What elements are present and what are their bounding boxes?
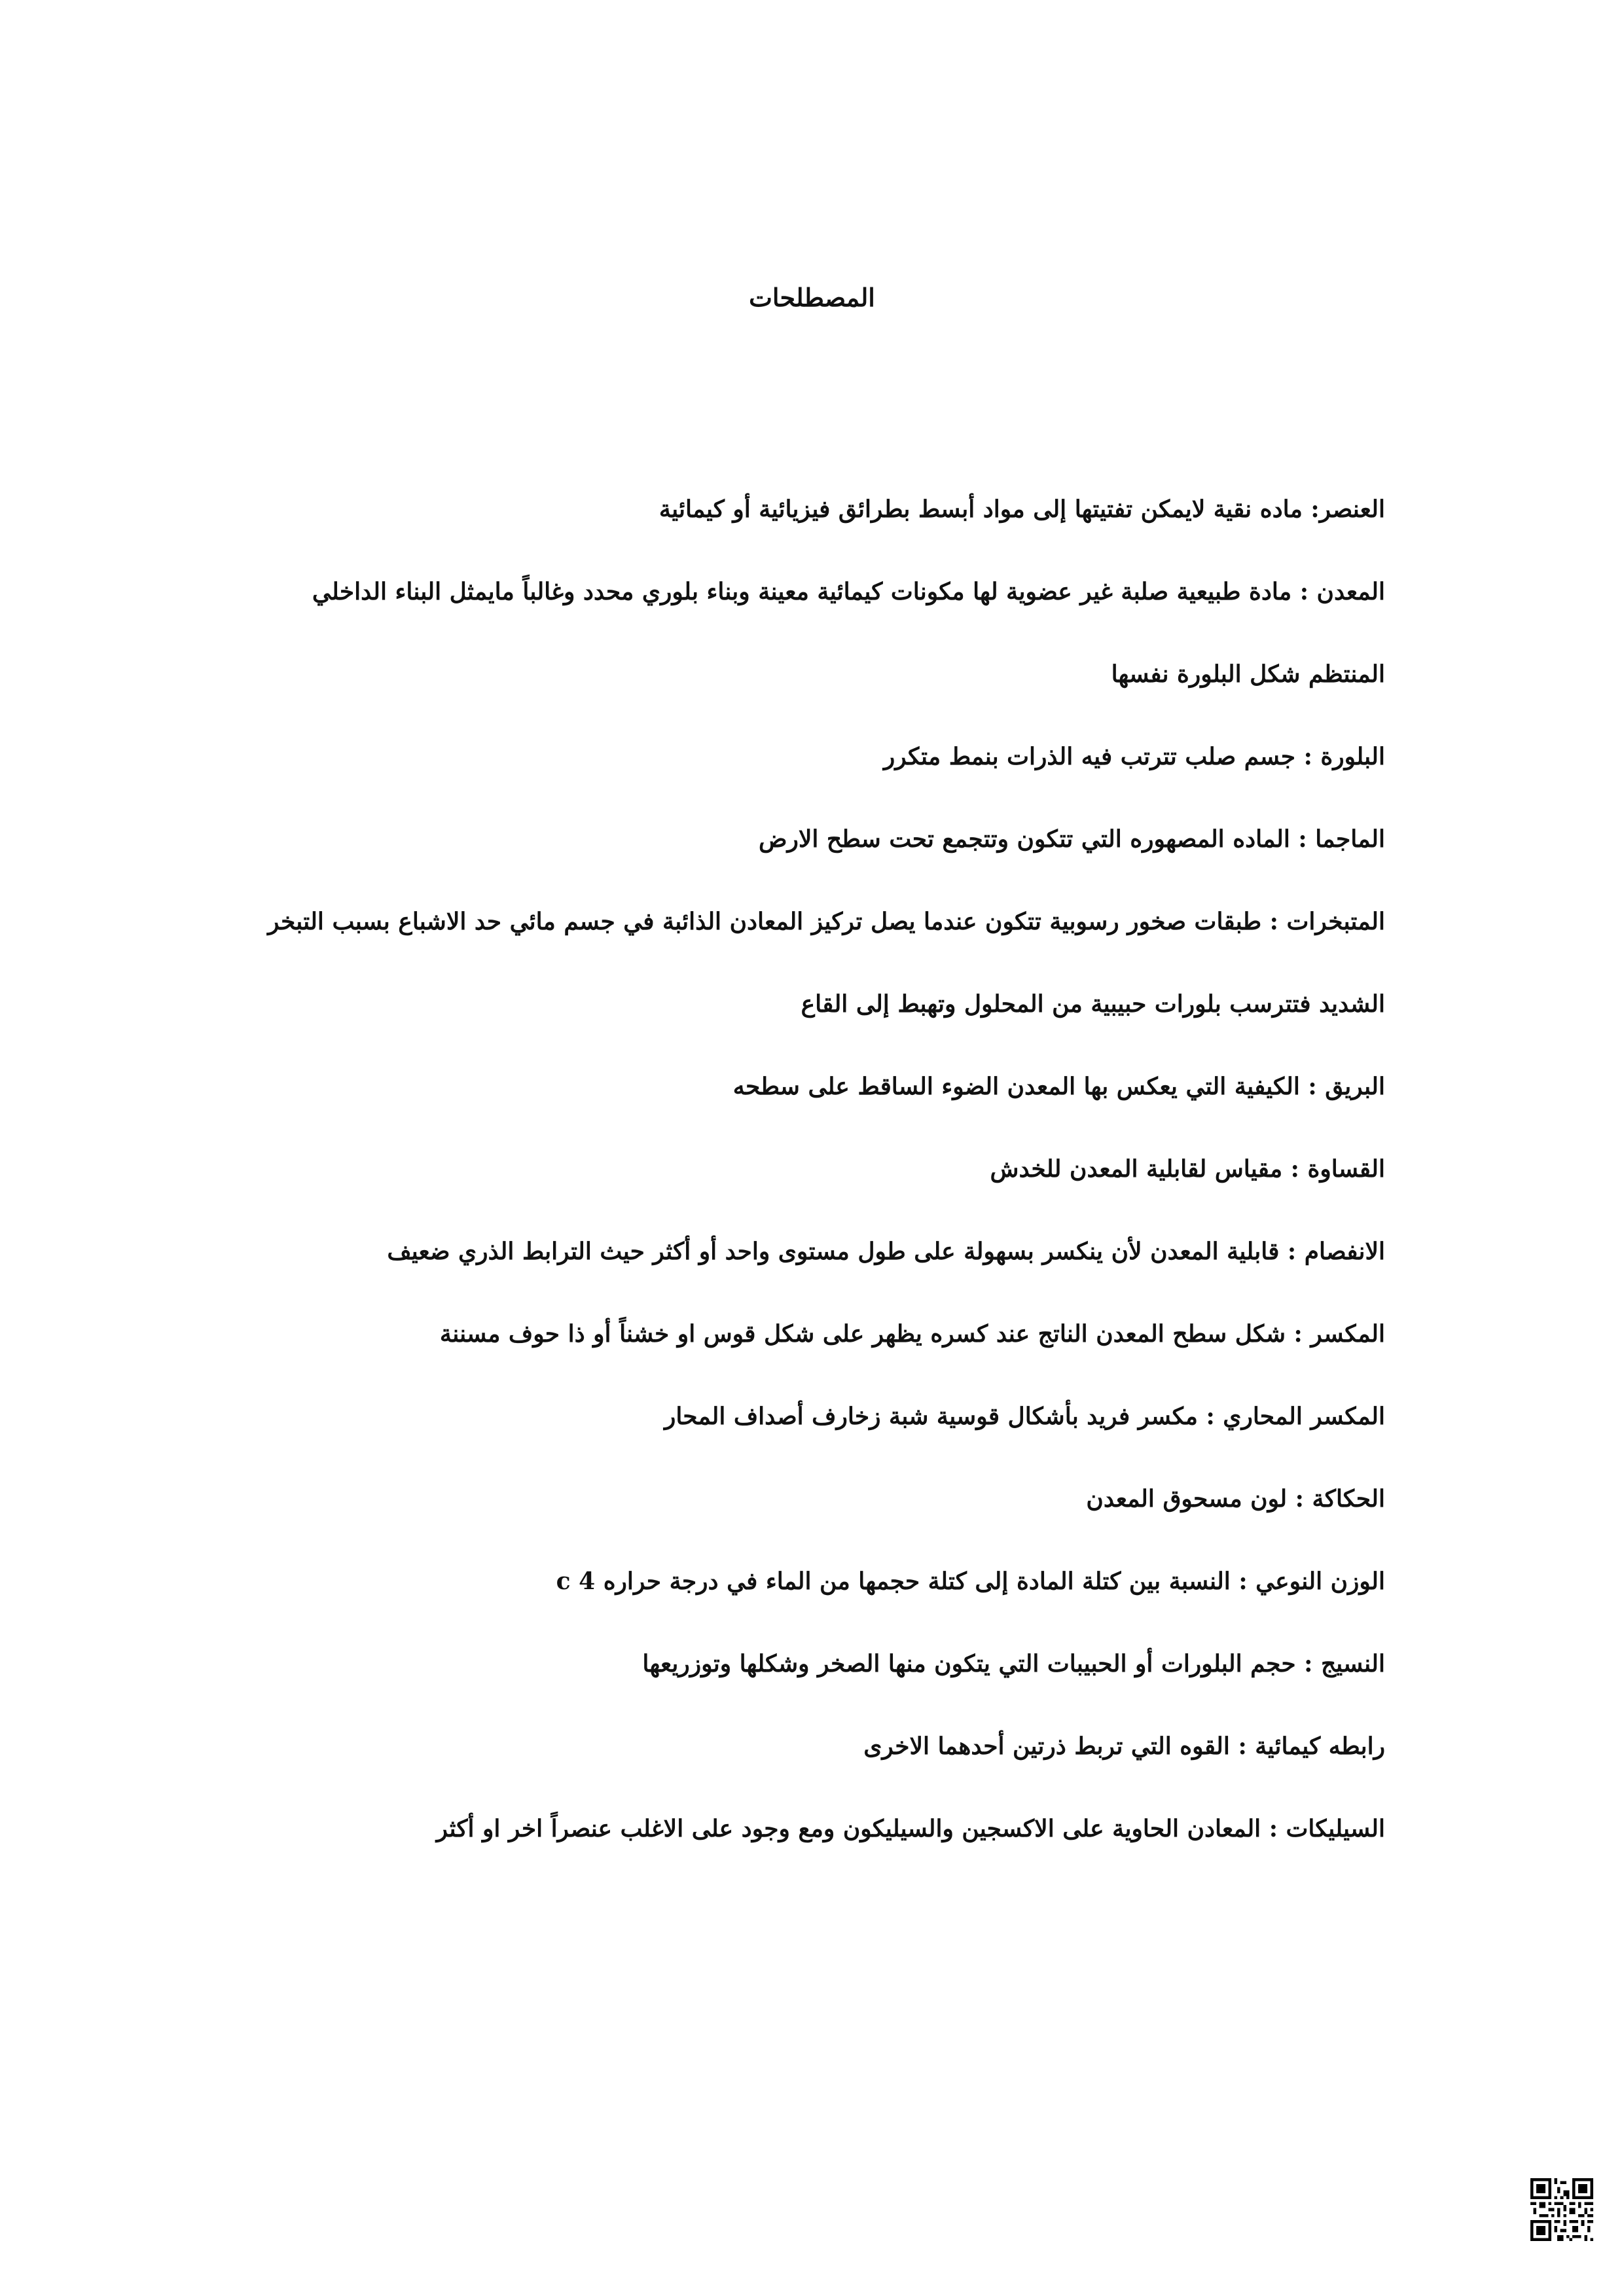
term-crystal: البلورة : جسم صلب تترتب فيه الذرات بنمط متكرر (883, 743, 1385, 770)
term-streak: الحكاكة : لون مسحوق المعدن (1086, 1485, 1385, 1513)
term-evaporites: المتبخرات : طبقات صخور رسوبية تتكون عندما يصل تركيز المعادن الذائبة في جسم مائي حد الاشباع بسبب التبخر الشديد فتترسب بلورات حبيبية من المحلول وتهبط إلى القاع (268, 908, 1385, 1018)
term-texture: النسيج : حجم البلورات أو الحبيبات التي يتكون منها الصخر وشكلها وتوزريعها (642, 1650, 1385, 1677)
term-conchoidal-fracture: المكسر المحاري : مكسر فريد بأشكال قوسية شبة زخارف أصداف المحار (664, 1403, 1385, 1430)
qr-code-icon (1530, 2178, 1593, 2241)
term-specific-gravity: الوزن النوعي : النسبة بين كتلة المادة إلى كتلة حجمها من الماء في درجة حراره 4 c (556, 1568, 1385, 1595)
term-fracture: المكسر : شكل سطح المعدن الناتج عند كسره يظهر على شكل قوس او خشناً أو ذا حوف مسننة (439, 1320, 1385, 1348)
term-cleavage: الانفصام : قابلية المعدن لأن ينكسر بسهولة على طول مستوى واحد أو أكثر حيث الترابط الذري ضعيف (387, 1238, 1385, 1265)
term-chemical-bond: رابطه كيمائية : القوه التي تربط ذرتين أحدهما الاخرى (863, 1732, 1385, 1760)
term-luster: البريق : الكيفية التي يعكس بها المعدن الضوء الساقط على سطحه (732, 1073, 1385, 1100)
term-element: العنصر: ماده نقية لايمكن تفتيتها إلى مواد أبسط بطرائق فيزيائية أو كيمائية (659, 495, 1385, 523)
term-silicates: السيليكات : المعادن الحاوية على الاكسجين والسيليكون ومع وجود على الاغلب عنصراً اخر او أكثر (436, 1815, 1385, 1842)
term-magma: الماجما : الماده المصهوره التي تتكون وتتجمع تحت سطح الارض (758, 825, 1385, 853)
page-title: المصطلحات (749, 283, 875, 312)
term-mineral: المعدن : مادة طبيعية صلبة غير عضوية لها مكونات كيمائية معينة وبناء بلوري محدد وغالباً مايمثل البناء الداخلي المنتظم شكل البلورة نفسها (312, 578, 1385, 688)
terms-list (233, 468, 1385, 1870)
term-hardness: القساوة : مقياس لقابلية المعدن للخدش (990, 1155, 1385, 1183)
